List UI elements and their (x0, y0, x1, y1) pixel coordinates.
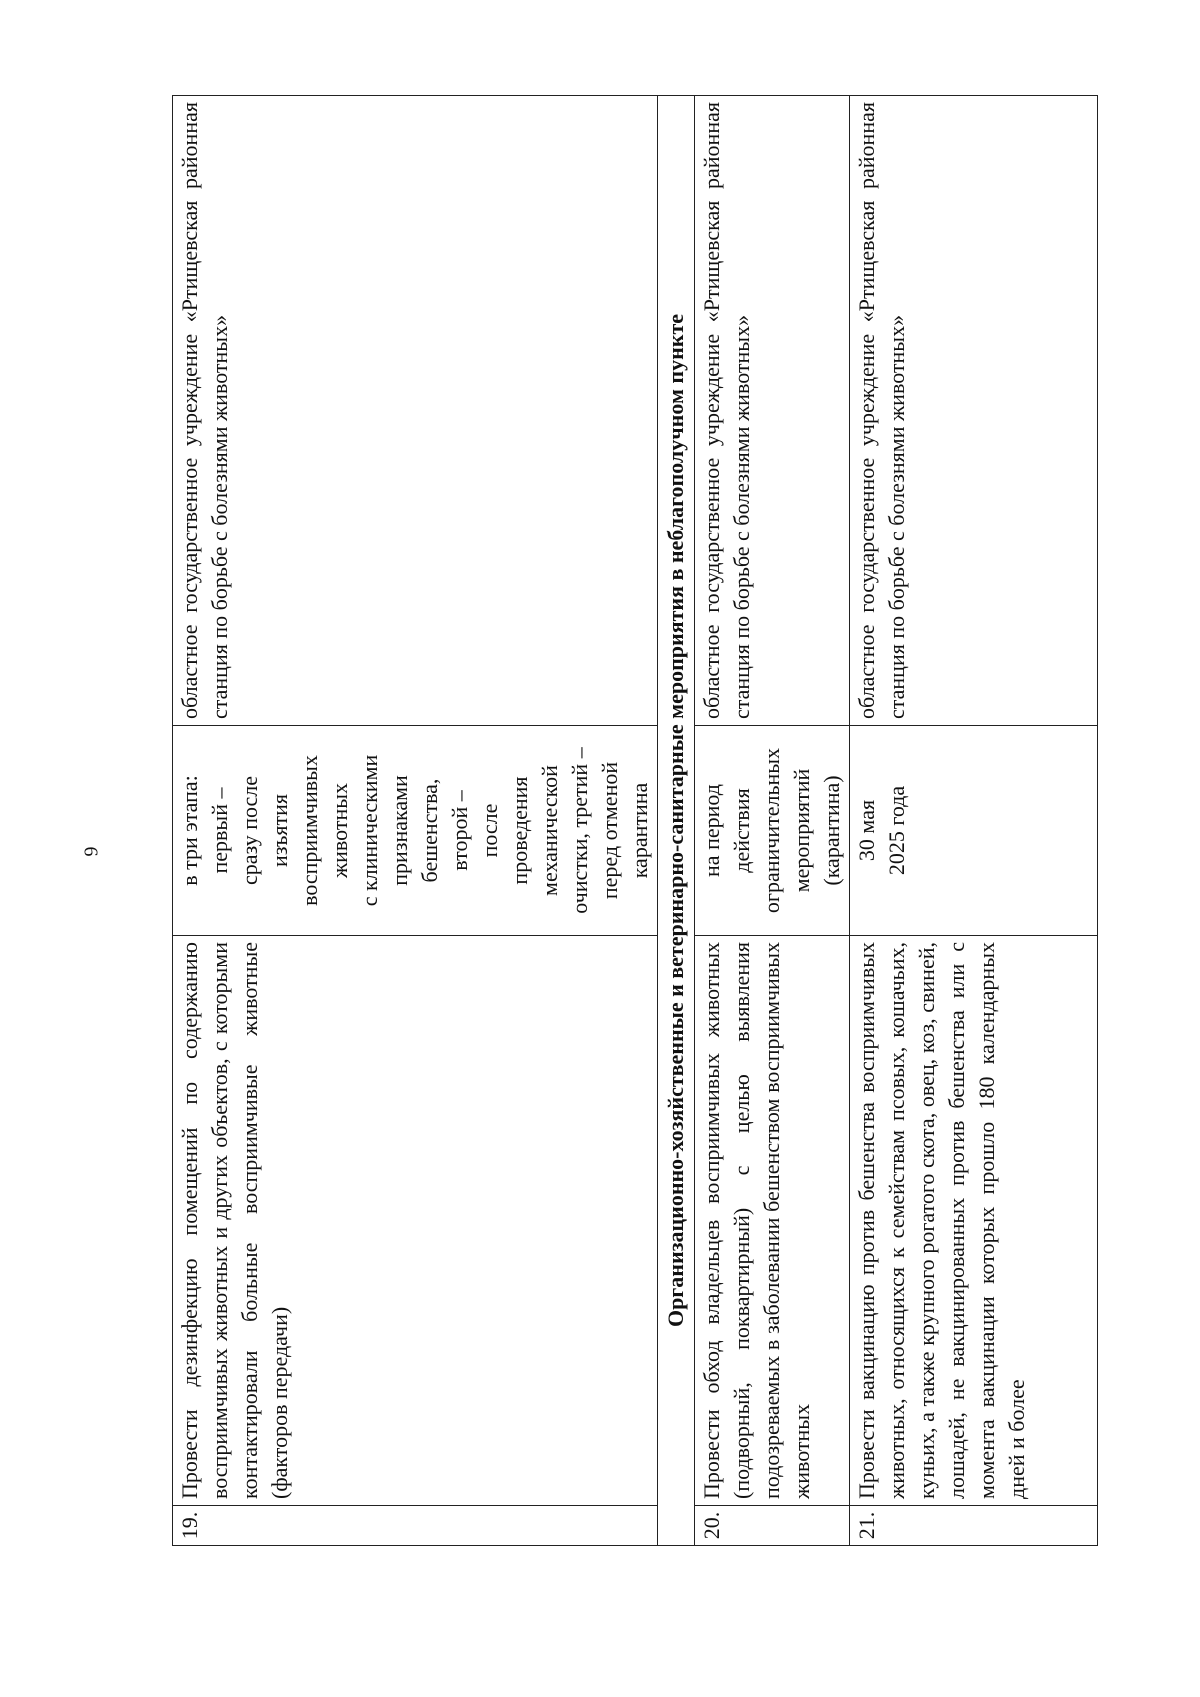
row-number: 20. (695, 1506, 850, 1546)
row-number: 21. (850, 1506, 1098, 1546)
task-description: Провести дезинфекцию помещений по содержанию восприимчивых животных и других объектов, с которыми контактировали больные восприимчивые животные (факторов передачи) (173, 936, 658, 1506)
task-executor: областное государственное учреждение «Ртищевская районная станция по борьбе с болезнями животных» (173, 96, 658, 726)
table-row (173, 96, 658, 1546)
table-row (695, 96, 850, 1546)
section-header-row (658, 96, 695, 1546)
task-executor: областное государственное учреждение «Ртищевская районная станция по борьбе с болезнями животных» (695, 96, 850, 726)
measures-table (172, 95, 1098, 1546)
task-deadline: в три этапа: первый – сразу после изъятия восприимчивых животных с клиническими признаками бешенства, второй – после проведения механической очистки, третий – перед отменой карантина (173, 726, 658, 936)
table-row (850, 96, 1098, 1546)
task-deadline: 30 мая 2025 года (850, 726, 1098, 936)
page-number: 6 (79, 846, 102, 857)
task-executor: областное государственное учреждение «Ртищевская районная станция по борьбе с болезнями животных» (850, 96, 1098, 726)
rotated-page-content (172, 96, 1098, 1546)
task-description: Провести обход владельцев восприимчивых животных (подворный, поквартирный) с целью выявления подозреваемых в заболевании бешенством восприимчивых животных (695, 936, 850, 1506)
task-deadline: на период действия ограничительных мероприятий (карантина) (695, 726, 850, 936)
section-title: Организационно-хозяйственные и ветеринарно-санитарные мероприятия в неблагополучном пункте (658, 96, 695, 1546)
task-description: Провести вакцинацию против бешенства восприимчивых животных, относящихся к семействам псовых, кошачьих, куньих, а также крупного рогатого скота, овец, коз, свиней, лошадей, не вакцинированных против бешенства или с момента вакцинации которых прошло 180 календарных дней и более (850, 936, 1098, 1506)
row-number: 19. (173, 1506, 658, 1546)
